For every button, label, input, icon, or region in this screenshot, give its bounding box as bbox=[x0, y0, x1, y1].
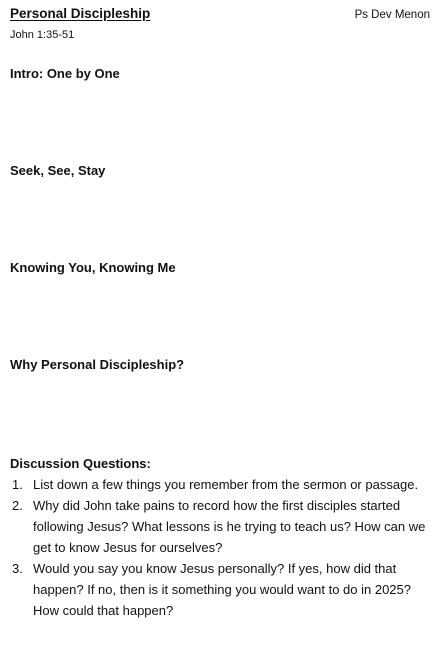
discussion-question bbox=[0, 558, 440, 621]
speaker-name: Ps Dev Menon bbox=[354, 9, 430, 21]
section-heading-why: Why Personal Discipleship? bbox=[10, 357, 185, 372]
question-text: Would you say you know Jesus personally? If yes, how did that happen? If no, then is it something you would want to do in 2025? How could that happen? bbox=[33, 561, 411, 618]
section-heading-intro: Intro: One by One bbox=[10, 66, 120, 81]
question-number: 1. bbox=[12, 477, 23, 492]
question-number: 3. bbox=[12, 561, 23, 576]
document-title: Personal Discipleship bbox=[10, 6, 151, 21]
discussion-question bbox=[0, 495, 440, 558]
discussion-heading: Discussion Questions: bbox=[10, 456, 151, 471]
discussion-questions-list bbox=[0, 474, 440, 621]
question-number: 2. bbox=[12, 498, 23, 513]
section-heading-knowing: Knowing You, Knowing Me bbox=[10, 260, 176, 275]
discussion-question bbox=[0, 474, 440, 495]
question-text: List down a few things you remember from the sermon or passage. bbox=[33, 477, 419, 492]
question-text: Why did John take pains to record how the first disciples started following Jesus? What lessons is he trying to teach us? How can we get to know Jesus for ourselves? bbox=[33, 498, 426, 555]
scripture-reference: John 1:35-51 bbox=[10, 29, 75, 41]
section-heading-seek-see-stay: Seek, See, Stay bbox=[10, 163, 106, 178]
